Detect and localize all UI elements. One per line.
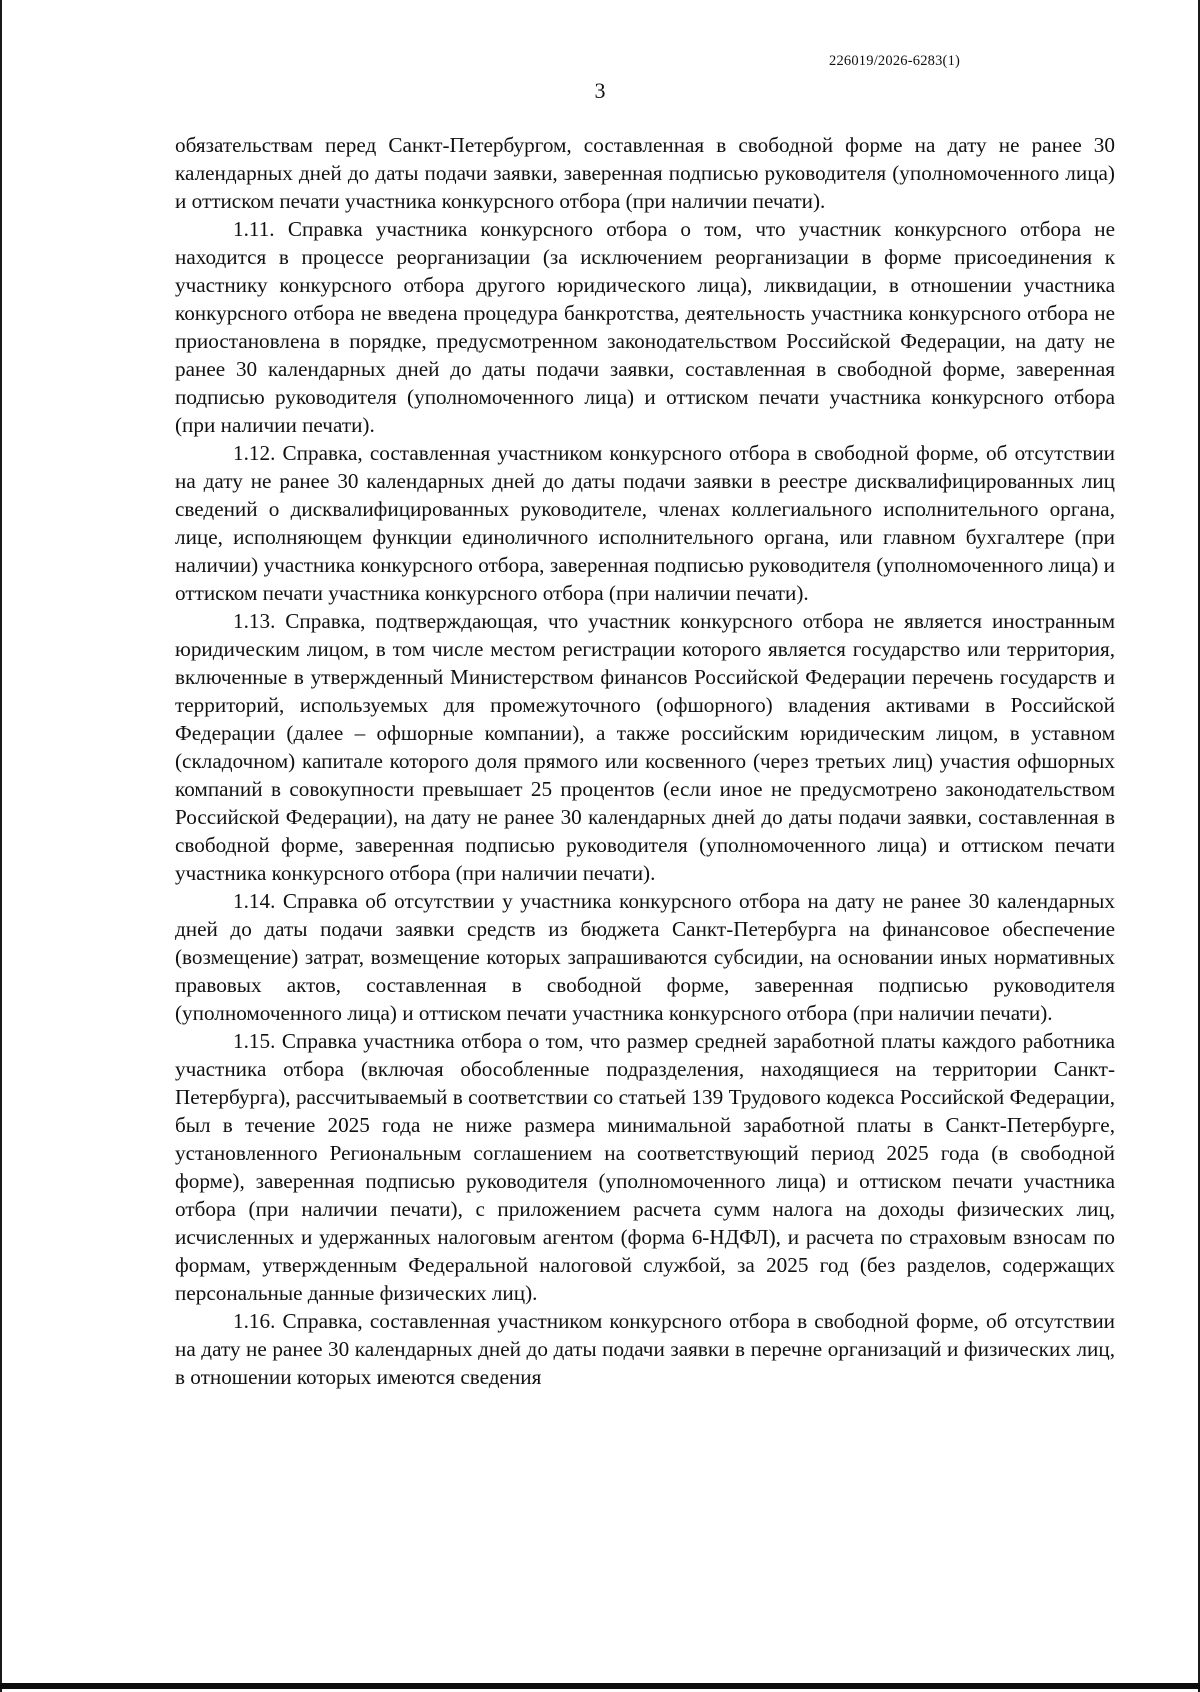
scan-edge-left (0, 0, 2, 1692)
scan-edge-bottom (0, 1683, 1200, 1689)
paragraph-1-12: 1.12. Справка, составленная участником конкурсного отбора в свободной форме, об отсутствии на дату не ранее 30 календарных дней до даты подачи заявки в реестре дисквалифицированных лиц сведений о дисквалифицированных руководителе, членах коллегиального исполнительного органа, лице, исполняющем функции единоличного исполнительного органа, или главном бухгалтере (при наличии) участника конкурсного отбора, заверенная подписью руководителя (уполномоченного лица) и оттиском печати участника конкурсного отбора (при наличии печати). (175, 441, 1115, 605)
paragraph-1-16: 1.16. Справка, составленная участником конкурсного отбора в свободной форме, об отсутствии на дату не ранее 30 календарных дней до даты подачи заявки в перечне организаций и физических лиц, в отношении которых имеются сведения (175, 1309, 1115, 1389)
paragraph-1-14: 1.14. Справка об отсутствии у участника конкурсного отбора на дату не ранее 30 календарных дней до даты подачи заявки средств из бюджета Санкт-Петербурга на финансовое обеспечение (возмещение) затрат, возмещение которых запрашиваются субсидии, на основании иных нормативных правовых актов, составленная в свободной форме, заверенная подписью руководителя (уполномоченного лица) и оттиском печати участника конкурсного отбора (при наличии печати). (175, 889, 1115, 1025)
paragraph-1-11: 1.11. Справка участника конкурсного отбора о том, что участник конкурсного отбора не находится в процессе реорганизации (за исключением реорганизации в форме присоединения к участнику конкурсного отбора другого юридического лица), ликвидации, в отношении участника конкурсного отбора не введена процедура банкротства, деятельность участника конкурсного отбора не приостановлена в порядке, предусмотренном законодательством Российской Федерации, на дату не ранее 30 календарных дней до даты подачи заявки, составленная в свободной форме, заверенная подписью руководителя (уполномоченного лица) и оттиском печати участника конкурсного отбора (при наличии печати). (175, 217, 1115, 437)
paragraph-continuation: обязательствам перед Санкт-Петербургом, составленная в свободной форме на дату не ранее 30 календарных дней до даты подачи заявки, заверенная подписью руководителя (уполномоченного лица) и оттиском печати участника конкурсного отбора (при наличии печати). (175, 133, 1115, 213)
paragraph-1-15: 1.15. Справка участника отбора о том, что размер средней заработной платы каждого работника участника отбора (включая обособленные подразделения, находящиеся на территории Санкт-Петербурга), рассчитываемый в соответствии со статьей 139 Трудового кодекса Российской Федерации, был в течение 2025 года не ниже размера минимальной заработной платы в Санкт-Петербурге, установленного Региональным соглашением на соответствующий период 2025 года (в свободной форме), заверенная подписью руководителя (уполномоченного лица) и оттиском печати участника отбора (при наличии печати), с приложением расчета сумм налога на доходы физических лиц, исчисленных и удержанных налоговым агентом (форма 6-НДФЛ), и расчета по страховым взносам по формам, утвержденным Федеральной налоговой службой, за 2025 год (без разделов, содержащих персональные данные физических лиц). (175, 1029, 1115, 1305)
document-number: 226019/2026-6283(1) (829, 53, 961, 69)
paragraph-1-13: 1.13. Справка, подтверждающая, что участник конкурсного отбора не является иностранным юридическим лицом, в том числе местом регистрации которого является государство или территория, включенные в утвержденный Министерством финансов Российской Федерации перечень государств и территорий, используемых для промежуточного (офшорного) владения активами в Российской Федерации (далее – офшорные компании), а также российским юридическим лицом, в уставном (складочном) капитале которого доля прямого или косвенного (через третьих лиц) участия офшорных компаний в совокупности превышает 25 процентов (если иное не предусмотрено законодательством Российской Федерации), на дату не ранее 30 календарных дней до даты подачи заявки, составленная в свободной форме, заверенная подписью руководителя (уполномоченного лица) и оттиском печати участника конкурсного отбора (при наличии печати). (175, 609, 1115, 885)
document-body (175, 131, 1115, 1391)
page-number: 3 (594, 78, 606, 103)
